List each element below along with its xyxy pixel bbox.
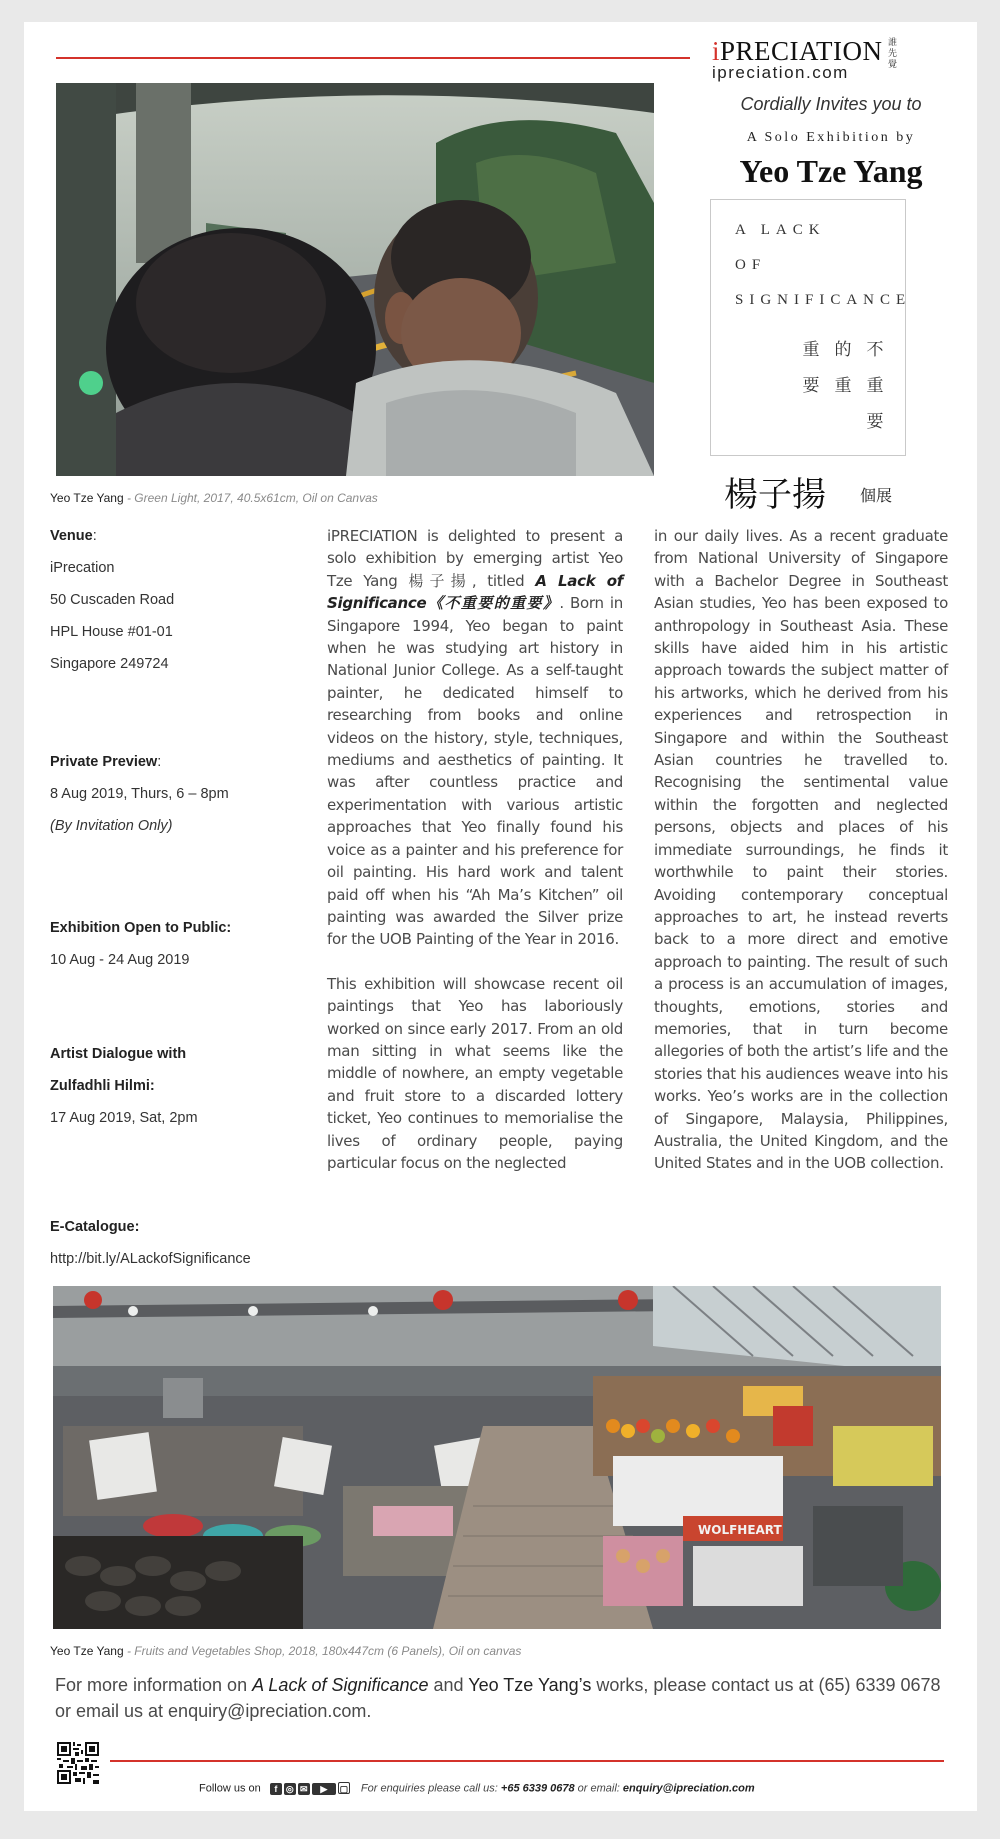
- body-p1-a: iPRECIATION is delighted to present a solo exhibition by emerging artist Yeo Tze Yang 楊子揚, titled: [327, 527, 623, 590]
- painting-green-light: [56, 83, 654, 476]
- venue-line-street: 50 Cuscaden Road: [50, 592, 175, 608]
- caption-meta-2: - Fruits and Vegetables Shop, 2018, 180x447cm (6 Panels), Oil on canvas: [123, 1644, 522, 1658]
- footer-phone[interactable]: +65 6339 0678: [500, 1782, 575, 1795]
- title-line-2: OF: [735, 257, 767, 273]
- wechat-icon[interactable]: ✉: [298, 1783, 310, 1795]
- preview-note: (By Invitation Only): [50, 818, 173, 834]
- wolfheart-sign: WOLFHEART: [698, 1523, 782, 1537]
- more-a: For more information on: [55, 1675, 253, 1695]
- instagram-icon[interactable]: ◎: [284, 1783, 296, 1795]
- painting-fruits-caption: [50, 1644, 521, 1658]
- caption-artist: Yeo Tze Yang: [50, 491, 124, 505]
- venue-block: [50, 520, 174, 680]
- dialogue-label-1: Artist Dialogue with: [50, 1046, 187, 1062]
- venue-colon: :: [92, 528, 97, 544]
- venue-line-building: HPL House #01-01: [50, 624, 173, 640]
- follow-label: Follow us on: [199, 1782, 261, 1795]
- public-label: Exhibition Open to Public:: [50, 920, 232, 936]
- caption-artist-2: Yeo Tze Yang: [50, 1644, 124, 1658]
- dialogue-label-2: Zulfadhli Hilmi:: [50, 1078, 155, 1094]
- footer: [199, 1782, 755, 1795]
- artist-name-cjk: 楊子揚: [724, 475, 826, 515]
- exhibition-title-box: [710, 199, 912, 456]
- enquiry-text: For enquiries please call us:: [360, 1782, 501, 1795]
- title-cjk-col-3: 重要: [802, 340, 820, 396]
- more-artist: Yeo Tze Yang’s: [468, 1675, 592, 1695]
- painting-fruits-vegetables-image: [53, 1286, 941, 1629]
- catalogue-link[interactable]: http://bit.ly/ALackofSignificance: [50, 1251, 251, 1267]
- invite-line: Cordially Invites you to: [740, 94, 922, 114]
- body-p1-b: . Born in Singapore 1994, Yeo began to paint when he was studying art history in National Junior College. As a self-taught painter, he dedicated himself to researching from books and online videos on the history, style, techniques, mediums and aesthetics of painting. It was after countless practice and experimentation with various artistic approaches that Yeo finally found his voice as a painter and his preference for oil painting. His hard work and talent paid off when his “Ah Ma’s Kitchen” oil painting was awarded the Silver prize for the UOB Painting of the Year in 2016.: [327, 594, 623, 949]
- body-paragraph-1: [327, 525, 623, 951]
- caption-meta: - Green Light, 2017, 40.5x61cm, Oil on Canvas: [123, 491, 378, 505]
- preview-label: Private Preview: [50, 754, 158, 770]
- body-p1-title: A Lack of Significance《不重要的重要》: [327, 571, 623, 613]
- footer-rule: [110, 1760, 944, 1762]
- painting-green-light-caption: [50, 491, 378, 505]
- preview-date: 8 Aug 2019, Thurs, 6 – 8pm: [50, 786, 229, 802]
- enquiry-or: or email:: [574, 1782, 623, 1795]
- brand-cjk: 誰先覺: [888, 38, 898, 70]
- catalogue-block: [50, 1211, 251, 1275]
- qr-code-icon[interactable]: [57, 1742, 99, 1784]
- body-paragraph-2: This exhibition will showcase recent oil paintings that Yeo has laboriously worked on since early 2017. From an old man sitting in what seems like the middle of nowhere, an empty vegetable and fruit store to a discarded lottery ticket, Yeo continues to memorialise the lives of ordinary people, paying particular focus on the neglected: [327, 974, 623, 1172]
- solo-exhibition-by: A Solo Exhibition by: [746, 130, 916, 145]
- catalogue-label: E-Catalogue:: [50, 1219, 140, 1235]
- brand-name-rest: PRECIATION: [720, 36, 883, 66]
- preview-colon: :: [157, 754, 162, 770]
- public-block: [50, 912, 231, 976]
- more-c: works, please contact us at (65) 6339 0678 or email us at enquiry@ipreciation.com.: [55, 1675, 941, 1721]
- website-icon[interactable]: ▢: [339, 1784, 349, 1794]
- header-rule: [56, 57, 690, 59]
- body-column-1: [327, 525, 623, 1174]
- venue-line-postcode: Singapore 249724: [50, 656, 169, 672]
- dialogue-block: [50, 1038, 198, 1134]
- more-b: and: [428, 1675, 469, 1695]
- body-paragraph-3: in our daily lives. As a recent graduate from National University of Singapore with a Bachelor Degree in Southeast Asian studies, Yeo has been exposed to anthropology in Southeast Asia. These skills have aided him in his artistic approach towards the subject matter of his artworks, which he derived from his experiences and retrospection in Singapore and within the Southeast Asian countries he travelled to. Recognising the sentimental value within the forgotten and neglected persons, objects and places of his immediate surroundings, he finds it worthwhile to paint their stories. Avoiding contemporary conceptual approaches to art, he instead reverts back to a more direct and emotive approach to painting. The result of such a process is an accumulation of images, thoughts, emotions, stories and memories, that in turn become allegories of both the artist’s life and the stories that his audiences weave into his works. Yeo’s works are in the collection of Singapore, Malaysia, Philippines, Australia, the United Kingdom, and the United States and in the UOB collection.: [654, 527, 948, 1173]
- invitation-sheet: [24, 22, 977, 1811]
- artist-name-heading: Yeo Tze Yang: [739, 153, 923, 189]
- painting-green-light-image: [56, 83, 654, 476]
- title-line-1: A LACK: [735, 222, 826, 238]
- solo-exhibition-cjk: 個展: [860, 486, 893, 505]
- more-title: A Lack of Significance: [252, 1675, 429, 1695]
- body-column-2: [654, 525, 948, 1175]
- contact-paragraph: [55, 1672, 955, 1724]
- brand-url: ipreciation.com: [712, 63, 849, 82]
- brand-logo[interactable]: [712, 36, 912, 83]
- title-cjk-col-1: 不重要: [866, 340, 884, 432]
- title-line-3: SIGNIFICANCE: [735, 292, 912, 308]
- footer-email[interactable]: enquiry@ipreciation.com: [622, 1782, 755, 1795]
- brand-name-accent: i: [712, 36, 721, 66]
- painting-fruits-vegetables: [53, 1286, 941, 1629]
- venue-label: Venue: [50, 528, 93, 544]
- title-cjk-col-2: 的重: [834, 340, 852, 396]
- dialogue-date: 17 Aug 2019, Sat, 2pm: [50, 1110, 198, 1126]
- public-dates: 10 Aug - 24 Aug 2019: [50, 952, 190, 968]
- youtube-icon[interactable]: ▶: [312, 1783, 336, 1795]
- facebook-icon[interactable]: f: [270, 1783, 282, 1795]
- preview-block: [50, 746, 229, 842]
- venue-line-name: iPrecation: [50, 560, 115, 576]
- social-icons: [270, 1782, 352, 1795]
